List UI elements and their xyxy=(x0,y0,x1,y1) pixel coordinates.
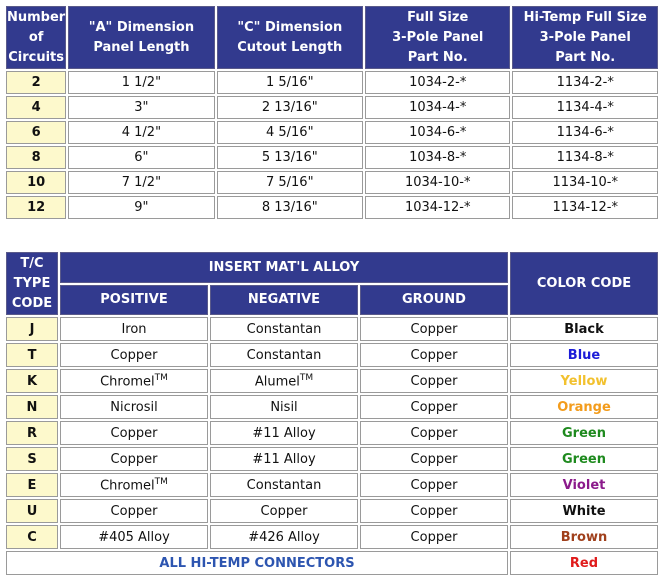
positive-alloy-cell xyxy=(60,317,208,341)
cutout-length-cell: 2 13/16" xyxy=(217,96,363,119)
full-size-part-cell: 1034-10-* xyxy=(365,171,511,194)
number-of-circuits-header xyxy=(6,6,66,69)
ground-alloy-cell: Copper xyxy=(360,525,508,549)
tc-table-row xyxy=(6,499,658,523)
color-code-cell: Orange xyxy=(510,395,658,419)
tc-table-row xyxy=(6,395,658,419)
ground-alloy-cell: Copper xyxy=(360,317,508,341)
a-dimension-header xyxy=(68,6,214,69)
panel-table-row xyxy=(6,196,658,219)
color-code-cell: Green xyxy=(510,421,658,445)
negative-alloy-label: Nisil xyxy=(270,399,298,415)
hi-temp-part-header-line: Part No. xyxy=(555,49,616,65)
number-of-circuits-header-line: Circuits xyxy=(8,49,64,65)
tc-table-row xyxy=(6,317,658,341)
panel-table-row xyxy=(6,146,658,169)
hi-temp-part-header-line: 3-Pole Panel xyxy=(539,29,631,45)
ground-alloy-cell: Copper xyxy=(360,421,508,445)
positive-alloy-label: Copper xyxy=(110,425,158,441)
hi-temp-part-header xyxy=(512,6,658,69)
negative-alloy-cell xyxy=(210,499,358,523)
tc-table-header-row-top xyxy=(6,252,658,283)
color-code-header: COLOR CODE xyxy=(510,252,658,315)
type-code-header xyxy=(6,252,58,315)
negative-alloy-label: Constantan xyxy=(246,477,322,493)
circuit-count-cell: 6 xyxy=(6,121,66,144)
tc-table-row xyxy=(6,473,658,497)
a-dimension-header-line: "A" Dimension xyxy=(88,19,195,35)
panel-length-cell: 1 1/2" xyxy=(68,71,214,94)
panel-table-row xyxy=(6,71,658,94)
positive-alloy-cell xyxy=(60,369,208,393)
circuit-count-cell: 2 xyxy=(6,71,66,94)
panel-length-cell: 9" xyxy=(68,196,214,219)
ground-header: GROUND xyxy=(360,285,508,315)
color-code-cell: Brown xyxy=(510,525,658,549)
type-code-header-line: TYPE xyxy=(13,275,51,291)
circuit-count-cell: 4 xyxy=(6,96,66,119)
negative-alloy-cell xyxy=(210,317,358,341)
positive-header: POSITIVE xyxy=(60,285,208,315)
trademark-mark: TM xyxy=(154,476,168,487)
tc-table-row xyxy=(6,421,658,445)
ground-alloy-cell: Copper xyxy=(360,473,508,497)
panel-table-row xyxy=(6,96,658,119)
ground-alloy-cell: Copper xyxy=(360,369,508,393)
tc-table-row xyxy=(6,369,658,393)
tc-table-body xyxy=(6,317,658,575)
hi-temp-part-cell: 1134-12-* xyxy=(512,196,658,219)
full-size-part-cell: 1034-6-* xyxy=(365,121,511,144)
trademark-mark: TM xyxy=(154,372,168,383)
circuit-count-cell: 8 xyxy=(6,146,66,169)
positive-alloy-cell xyxy=(60,343,208,367)
hi-temp-part-cell: 1134-4-* xyxy=(512,96,658,119)
full-size-part-cell: 1034-2-* xyxy=(365,71,511,94)
hi-temp-part-cell: 1134-8-* xyxy=(512,146,658,169)
negative-alloy-cell xyxy=(210,447,358,471)
panel-table-row xyxy=(6,171,658,194)
tc-table-row xyxy=(6,343,658,367)
panel-dimensions-table xyxy=(4,4,660,221)
negative-alloy-label: #11 Alloy xyxy=(252,451,316,467)
cutout-length-cell: 1 5/16" xyxy=(217,71,363,94)
positive-alloy-cell xyxy=(60,421,208,445)
negative-alloy-label: #11 Alloy xyxy=(252,425,316,441)
panel-length-cell: 3" xyxy=(68,96,214,119)
color-code-cell: Blue xyxy=(510,343,658,367)
hi-temp-part-header-line: Hi-Temp Full Size xyxy=(523,9,647,25)
positive-alloy-label: Chromel xyxy=(100,374,155,390)
type-code-cell: S xyxy=(6,447,58,471)
full-size-part-header-line: 3-Pole Panel xyxy=(392,29,484,45)
ground-alloy-cell: Copper xyxy=(360,447,508,471)
positive-alloy-label: Iron xyxy=(121,321,147,337)
negative-alloy-label: Alumel xyxy=(254,374,300,390)
negative-alloy-cell xyxy=(210,395,358,419)
negative-alloy-cell xyxy=(210,525,358,549)
positive-alloy-cell xyxy=(60,525,208,549)
ground-alloy-cell: Copper xyxy=(360,343,508,367)
negative-alloy-cell xyxy=(210,473,358,497)
negative-alloy-label: #426 Alloy xyxy=(248,529,320,545)
c-dimension-header xyxy=(217,6,363,69)
negative-alloy-cell xyxy=(210,369,358,393)
panel-table-header-row xyxy=(6,6,658,69)
positive-alloy-cell xyxy=(60,499,208,523)
color-code-cell: White xyxy=(510,499,658,523)
type-code-header-line: T/C xyxy=(20,255,44,271)
negative-header: NEGATIVE xyxy=(210,285,358,315)
type-code-header-line: CODE xyxy=(11,295,53,311)
positive-alloy-label: Copper xyxy=(110,347,158,363)
positive-alloy-label: Copper xyxy=(110,451,158,467)
color-code-cell: Yellow xyxy=(510,369,658,393)
full-size-part-header-line: Part No. xyxy=(407,49,468,65)
cutout-length-cell: 5 13/16" xyxy=(217,146,363,169)
hi-temp-part-cell: 1134-6-* xyxy=(512,121,658,144)
type-code-cell: K xyxy=(6,369,58,393)
circuit-count-cell: 10 xyxy=(6,171,66,194)
c-dimension-header-line: Cutout Length xyxy=(237,39,343,55)
panel-table-body xyxy=(6,71,658,219)
negative-alloy-label: Copper xyxy=(260,503,308,519)
tc-table-row xyxy=(6,525,658,549)
circuit-count-cell: 12 xyxy=(6,196,66,219)
ground-alloy-cell: Copper xyxy=(360,395,508,419)
type-code-cell: C xyxy=(6,525,58,549)
tc-table-row xyxy=(6,447,658,471)
type-code-cell: R xyxy=(6,421,58,445)
panel-length-cell: 6" xyxy=(68,146,214,169)
positive-alloy-cell xyxy=(60,447,208,471)
panel-length-cell: 4 1/2" xyxy=(68,121,214,144)
type-code-cell: E xyxy=(6,473,58,497)
hi-temp-color-cell: Red xyxy=(510,551,658,575)
negative-alloy-label: Constantan xyxy=(246,347,322,363)
negative-alloy-cell xyxy=(210,421,358,445)
type-code-cell: N xyxy=(6,395,58,419)
number-of-circuits-header-line: Number xyxy=(7,9,66,25)
negative-alloy-cell xyxy=(210,343,358,367)
hi-temp-connectors-label: ALL HI-TEMP CONNECTORS xyxy=(6,551,508,575)
positive-alloy-label: Copper xyxy=(110,503,158,519)
full-size-part-header-line: Full Size xyxy=(407,9,469,25)
negative-alloy-label: Constantan xyxy=(246,321,322,337)
color-code-cell: Violet xyxy=(510,473,658,497)
full-size-part-header xyxy=(365,6,511,69)
positive-alloy-label: Chromel xyxy=(100,478,155,494)
hi-temp-part-cell: 1134-10-* xyxy=(512,171,658,194)
trademark-mark: TM xyxy=(299,372,314,383)
type-code-cell: J xyxy=(6,317,58,341)
positive-alloy-cell xyxy=(60,473,208,497)
c-dimension-header-line: "C" Dimension xyxy=(237,19,343,35)
cutout-length-cell: 4 5/16" xyxy=(217,121,363,144)
positive-alloy-label: Nicrosil xyxy=(110,399,158,415)
full-size-part-cell: 1034-4-* xyxy=(365,96,511,119)
color-code-cell: Green xyxy=(510,447,658,471)
ground-alloy-cell: Copper xyxy=(360,499,508,523)
positive-alloy-cell xyxy=(60,395,208,419)
type-code-cell: U xyxy=(6,499,58,523)
type-code-cell: T xyxy=(6,343,58,367)
alloy-header: INSERT MAT'L ALLOY xyxy=(60,252,508,283)
cutout-length-cell: 7 5/16" xyxy=(217,171,363,194)
number-of-circuits-header-line: of xyxy=(28,29,44,45)
panel-length-cell: 7 1/2" xyxy=(68,171,214,194)
hi-temp-connectors-row xyxy=(6,551,658,575)
positive-alloy-label: #405 Alloy xyxy=(98,529,170,545)
a-dimension-header-line: Panel Length xyxy=(93,39,190,55)
full-size-part-cell: 1034-12-* xyxy=(365,196,511,219)
color-code-cell: Black xyxy=(510,317,658,341)
panel-table-row xyxy=(6,121,658,144)
hi-temp-part-cell: 1134-2-* xyxy=(512,71,658,94)
cutout-length-cell: 8 13/16" xyxy=(217,196,363,219)
full-size-part-cell: 1034-8-* xyxy=(365,146,511,169)
thermocouple-table xyxy=(4,250,660,577)
